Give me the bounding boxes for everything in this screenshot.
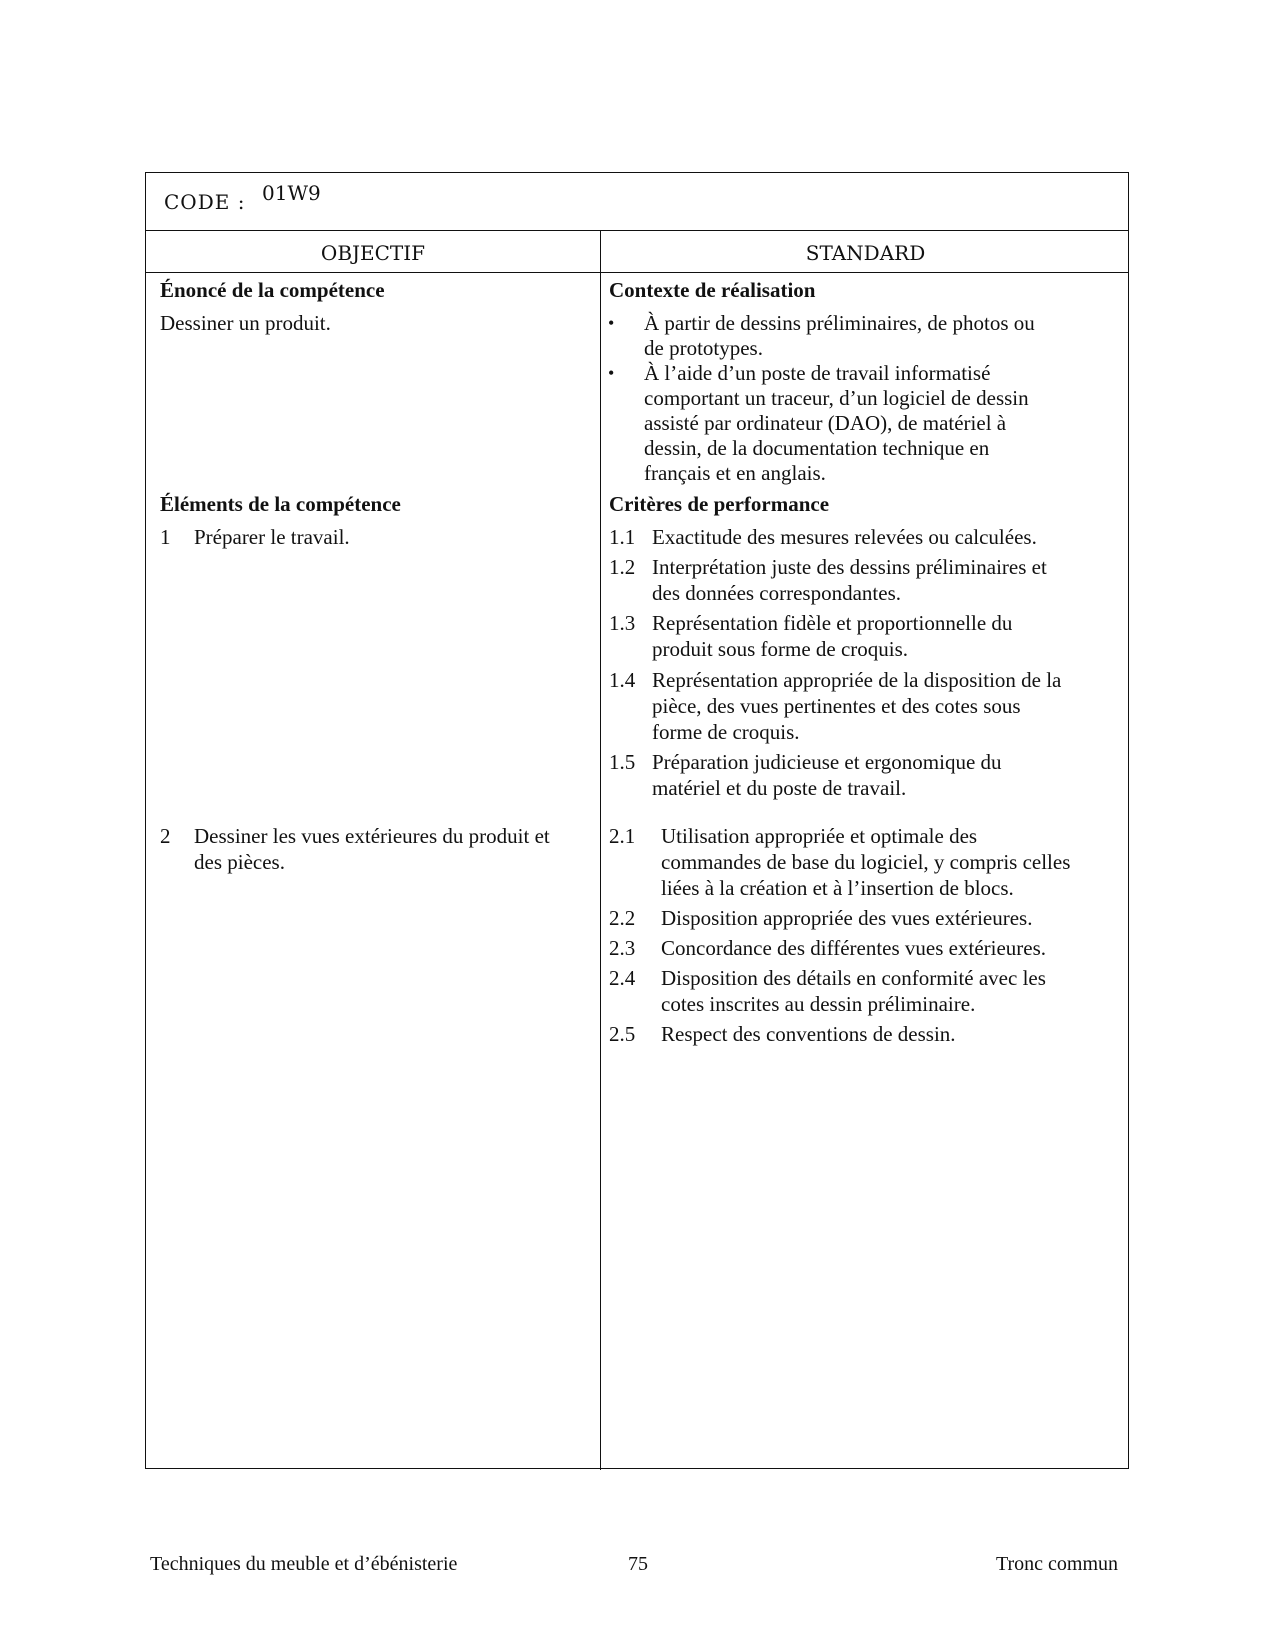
contexte-title: Contexte de réalisation: [609, 278, 816, 302]
footer-section: Tronc commun: [996, 1553, 1119, 1575]
critere-text: Interprétation juste des dessins préliminaires et: [652, 555, 1047, 579]
critere-text: Préparation judicieuse et ergonomique du: [652, 750, 1002, 774]
element-1-text: Préparer le travail.: [194, 525, 350, 549]
element-2-number: 2: [160, 824, 171, 848]
criteres-title: Critères de performance: [609, 492, 830, 516]
critere-text: cotes inscrites au dessin préliminaire.: [661, 992, 976, 1016]
contexte-item-1-line-2: de prototypes.: [644, 336, 763, 360]
critere-number: 1.5: [609, 750, 636, 774]
contexte-item-1-line-1: À partir de dessins préliminaires, de photos ou: [644, 311, 1035, 335]
critere-number: 1.2: [609, 555, 636, 579]
enonce-title: Énoncé de la compétence: [160, 278, 385, 302]
critere-number: 1.4: [609, 668, 636, 692]
contexte-item-2-line-1: À l’aide d’un poste de travail informatisé: [644, 361, 991, 385]
critere-number: 2.3: [609, 936, 636, 960]
bullet-icon: •: [608, 363, 615, 383]
contexte-item-2-line-2: comportant un traceur, d’un logiciel de dessin: [644, 386, 1029, 410]
critere-text: produit sous forme de croquis.: [652, 637, 909, 661]
footer-program-title: Techniques du meuble et d’ébénisterie: [150, 1553, 458, 1575]
contexte-item-2-line-5: français et en anglais.: [644, 461, 826, 485]
footer-page-number: 75: [628, 1553, 648, 1575]
critere-text: Représentation appropriée de la disposition de la: [652, 668, 1062, 692]
critere-text: des données correspondantes.: [652, 581, 902, 605]
critere-text: forme de croquis.: [652, 720, 800, 744]
code-row: [146, 173, 1128, 231]
enonce-text: Dessiner un produit.: [160, 311, 331, 335]
critere-text: Exactitude des mesures relevées ou calculées.: [652, 525, 1037, 549]
objectif-header: OBJECTIF: [320, 241, 426, 265]
column-divider: [600, 231, 601, 1470]
header-row: [146, 231, 1128, 273]
bullet-icon: •: [608, 313, 615, 333]
critere-number: 1.3: [609, 611, 636, 635]
critere-text: Disposition appropriée des vues extérieures.: [661, 906, 1033, 930]
critere-text: Disposition des détails en conformité avec les: [661, 966, 1046, 990]
critere-number: 2.4: [609, 966, 636, 990]
elements-title: Éléments de la compétence: [160, 492, 401, 516]
critere-number: 2.1: [609, 824, 636, 848]
contexte-item-2-line-4: dessin, de la documentation technique en: [644, 436, 990, 460]
critere-text: Représentation fidèle et proportionnelle du: [652, 611, 1013, 635]
element-1-number: 1: [160, 525, 171, 549]
critere-number: 1.1: [609, 525, 636, 549]
critere-text: liées à la création et à l’insertion de blocs.: [661, 876, 1014, 900]
critere-number: 2.2: [609, 906, 636, 930]
code-value: 01W9: [262, 181, 321, 205]
critere-text: commandes de base du logiciel, y compris celles: [661, 850, 1071, 874]
element-2-text-line-2: des pièces.: [194, 850, 285, 874]
element-2-text-line-1: Dessiner les vues extérieures du produit et: [194, 824, 550, 848]
competency-table: [145, 172, 1129, 1469]
critere-text: Concordance des différentes vues extérieures.: [661, 936, 1047, 960]
critere-text: Respect des conventions de dessin.: [661, 1022, 956, 1046]
critere-text: pièce, des vues pertinentes et des cotes sous: [652, 694, 1021, 718]
code-label: CODE :: [164, 190, 246, 214]
critere-text: matériel et du poste de travail.: [652, 776, 907, 800]
contexte-item-2-line-3: assisté par ordinateur (DAO), de matériel à: [644, 411, 1007, 435]
critere-text: Utilisation appropriée et optimale des: [661, 824, 978, 848]
critere-number: 2.5: [609, 1022, 636, 1046]
standard-header: STANDARD: [805, 241, 926, 265]
